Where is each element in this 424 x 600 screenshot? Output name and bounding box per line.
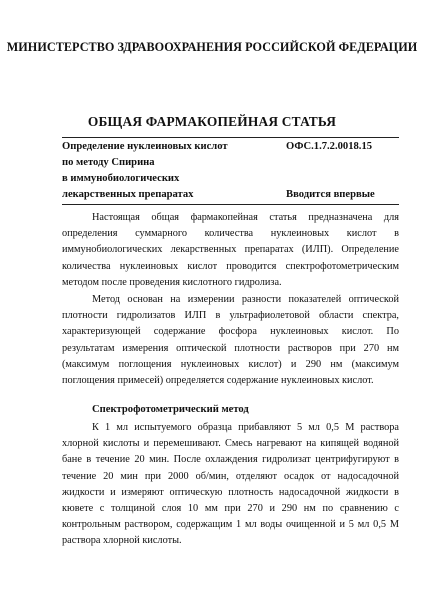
header-bottom-rule (62, 204, 399, 205)
ministry-heading: МИНИСТЕРСТВО ЗДРАВООХРАНЕНИЯ РОССИЙСКОЙ ФЕДЕРАЦИИ (6, 40, 418, 54)
paragraph-procedure: К 1 мл испытуемого образца прибавляют 5 мл 0,5 М раствора хлорной кислоты и перемешивают. Смесь нагревают на кипящей водяной бане в течение 20 мин. После охлаждения гидролизат центрифугируют в течение 20 мин при 2000 об/мин, отделяют осадок от надосадочной жидкости и измеряют оптическую плотность надосадочной жидкости в кювете с толщиной слоя 10 мм при 270 и 290 нм по сравнению с контрольным раствором, содержащим 1 мл воды очищенной и 5 мл 0,5 М раствора хлорной кислоты. (62, 422, 399, 547)
article-title-line-3: в иммунобиологических (62, 173, 180, 184)
article-title-line-2: по методу Спирина (62, 157, 155, 168)
article-status: Вводится впервые (286, 189, 375, 200)
section-heading: Спектрофотометрический метод (92, 404, 249, 415)
header-top-rule (62, 137, 399, 138)
document-type-title: ОБЩАЯ ФАРМАКОПЕЙНАЯ СТАТЬЯ (87, 114, 337, 129)
paragraph-method-principle: Метод основан на измерении разности показателей оптической плотности гидролизатов ИЛП в ультрафиолетовой области спектра, характеризующей содержание фосфора нуклеиновых кислот. По результатам измерения оптической плотности растворов при 270 нм (максимум поглощения нуклеиновых кислот) и 290 нм (максимум поглощения примесей) определяется содержание нуклеиновых кислот. (62, 294, 399, 387)
article-title-line-1: Определение нуклеиновых кислот (62, 141, 228, 152)
article-title-line-4: лекарственных препаратах (62, 189, 194, 200)
article-code: ОФС.1.7.2.0018.15 (286, 141, 373, 152)
paragraph-purpose: Настоящая общая фармакопейная статья предназначена для определения суммарного количества нуклеиновых кислот в иммунобиологических лекарственных препаратах (ИЛП). Определение количества нуклеиновых кислот проводится спектрофотометрическим методом после проведения кислотного гидролиза. (62, 212, 399, 288)
